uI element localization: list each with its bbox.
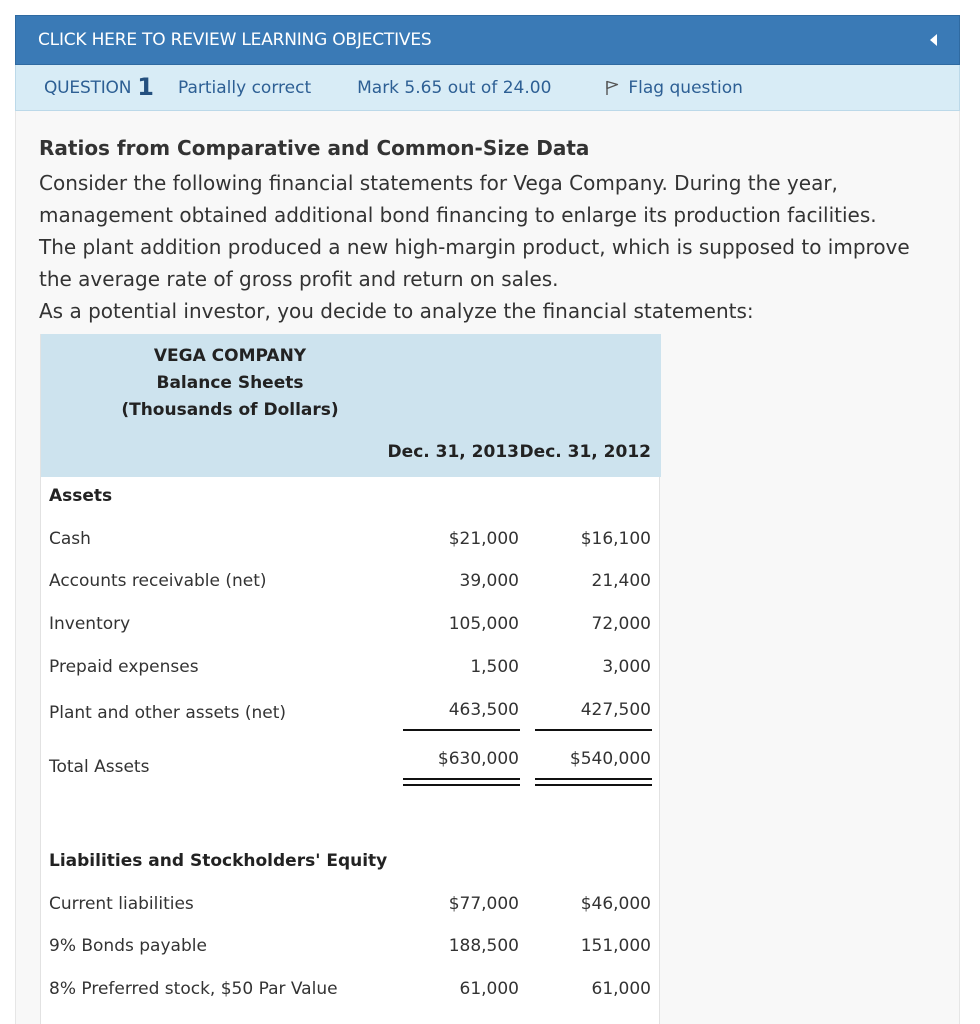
table-row bbox=[41, 529, 661, 559]
section-heading bbox=[41, 486, 661, 516]
table-row bbox=[41, 700, 661, 730]
value-2013: 105,000 bbox=[448, 614, 519, 634]
table-header bbox=[41, 334, 661, 477]
column-header-2012: Dec. 31, 2012 bbox=[519, 442, 651, 462]
table-row bbox=[41, 936, 661, 966]
row-label: 9% Bonds payable bbox=[49, 936, 207, 956]
objectives-label: CLICK HERE TO REVIEW LEARNING OBJECTIVES bbox=[38, 30, 432, 50]
total-double-rule bbox=[403, 778, 520, 780]
subtotal-rule bbox=[535, 729, 652, 731]
question-number: 1 bbox=[137, 72, 154, 101]
table-row-total bbox=[41, 749, 661, 779]
company-name: VEGA COMPANY bbox=[153, 346, 307, 366]
value-2013: 61,000 bbox=[459, 979, 519, 999]
table-row bbox=[41, 614, 661, 644]
value-2013: $630,000 bbox=[437, 749, 519, 769]
question-title: Ratios from Comparative and Common-Size Data bbox=[39, 136, 590, 160]
value-2013: $21,000 bbox=[448, 529, 519, 549]
column-header-2013: Dec. 31, 2013 bbox=[387, 442, 519, 462]
statement-title: Balance Sheets bbox=[156, 373, 304, 393]
value-2013: 39,000 bbox=[459, 571, 519, 591]
value-2013: $77,000 bbox=[448, 894, 519, 914]
value-2013: 188,500 bbox=[448, 936, 519, 956]
row-label: Total Assets bbox=[49, 757, 150, 777]
value-2012: $540,000 bbox=[569, 749, 651, 769]
question-state: Partially correct bbox=[177, 77, 312, 98]
value-2013: 1,500 bbox=[470, 657, 519, 677]
subtotal-rule bbox=[403, 729, 520, 731]
total-double-rule bbox=[403, 784, 520, 786]
row-label: Plant and other assets (net) bbox=[49, 703, 286, 723]
question-paragraph: Consider the following financial statements for Vega Company. During the year, management obtained additional bond financing to enlarge its production facilities. The plant addition produced a new high-margin product, which is supposed to improve the average rate of gross profit and return on sales. bbox=[39, 171, 910, 291]
value-2012: 427,500 bbox=[580, 700, 651, 720]
row-label: Inventory bbox=[49, 614, 131, 634]
value-2012: $16,100 bbox=[580, 529, 651, 549]
table-row bbox=[41, 894, 661, 924]
flag-icon bbox=[605, 80, 619, 96]
caret-left-icon[interactable] bbox=[930, 34, 937, 46]
value-2012: 61,000 bbox=[591, 979, 651, 999]
flag-question-label: Flag question bbox=[628, 77, 743, 98]
review-learning-objectives-bar[interactable] bbox=[15, 15, 960, 65]
row-label: Cash bbox=[49, 529, 91, 549]
value-2013: 463,500 bbox=[448, 700, 519, 720]
row-label: Current liabilities bbox=[49, 894, 194, 914]
row-label: Prepaid expenses bbox=[49, 657, 199, 677]
flag-question-button[interactable] bbox=[605, 78, 743, 98]
table-row bbox=[41, 979, 661, 1009]
total-double-rule bbox=[535, 784, 652, 786]
question-text bbox=[39, 167, 919, 327]
value-2012: 151,000 bbox=[580, 936, 651, 956]
total-double-rule bbox=[535, 778, 652, 780]
liabilities-heading: Liabilities and Stockholders' Equity bbox=[49, 851, 388, 871]
table-row bbox=[41, 571, 661, 601]
question-grade: Mark 5.65 out of 24.00 bbox=[357, 77, 552, 98]
section-heading bbox=[41, 851, 661, 881]
row-label: 8% Preferred stock, $50 Par Value bbox=[49, 979, 338, 999]
value-2012: $46,000 bbox=[580, 894, 651, 914]
question-content bbox=[15, 111, 960, 1024]
assets-heading: Assets bbox=[49, 486, 113, 506]
question-paragraph: As a potential investor, you decide to analyze the financial statements: bbox=[39, 299, 754, 323]
value-2012: 72,000 bbox=[591, 614, 651, 634]
statement-units: (Thousands of Dollars) bbox=[121, 400, 339, 420]
value-2012: 21,400 bbox=[591, 571, 651, 591]
row-label: Accounts receivable (net) bbox=[49, 571, 267, 591]
table-row bbox=[41, 657, 661, 687]
value-2012: 3,000 bbox=[602, 657, 651, 677]
balance-sheet-table bbox=[40, 334, 660, 1024]
question-info-bar bbox=[15, 65, 960, 111]
question-label: QUESTION bbox=[44, 77, 132, 98]
